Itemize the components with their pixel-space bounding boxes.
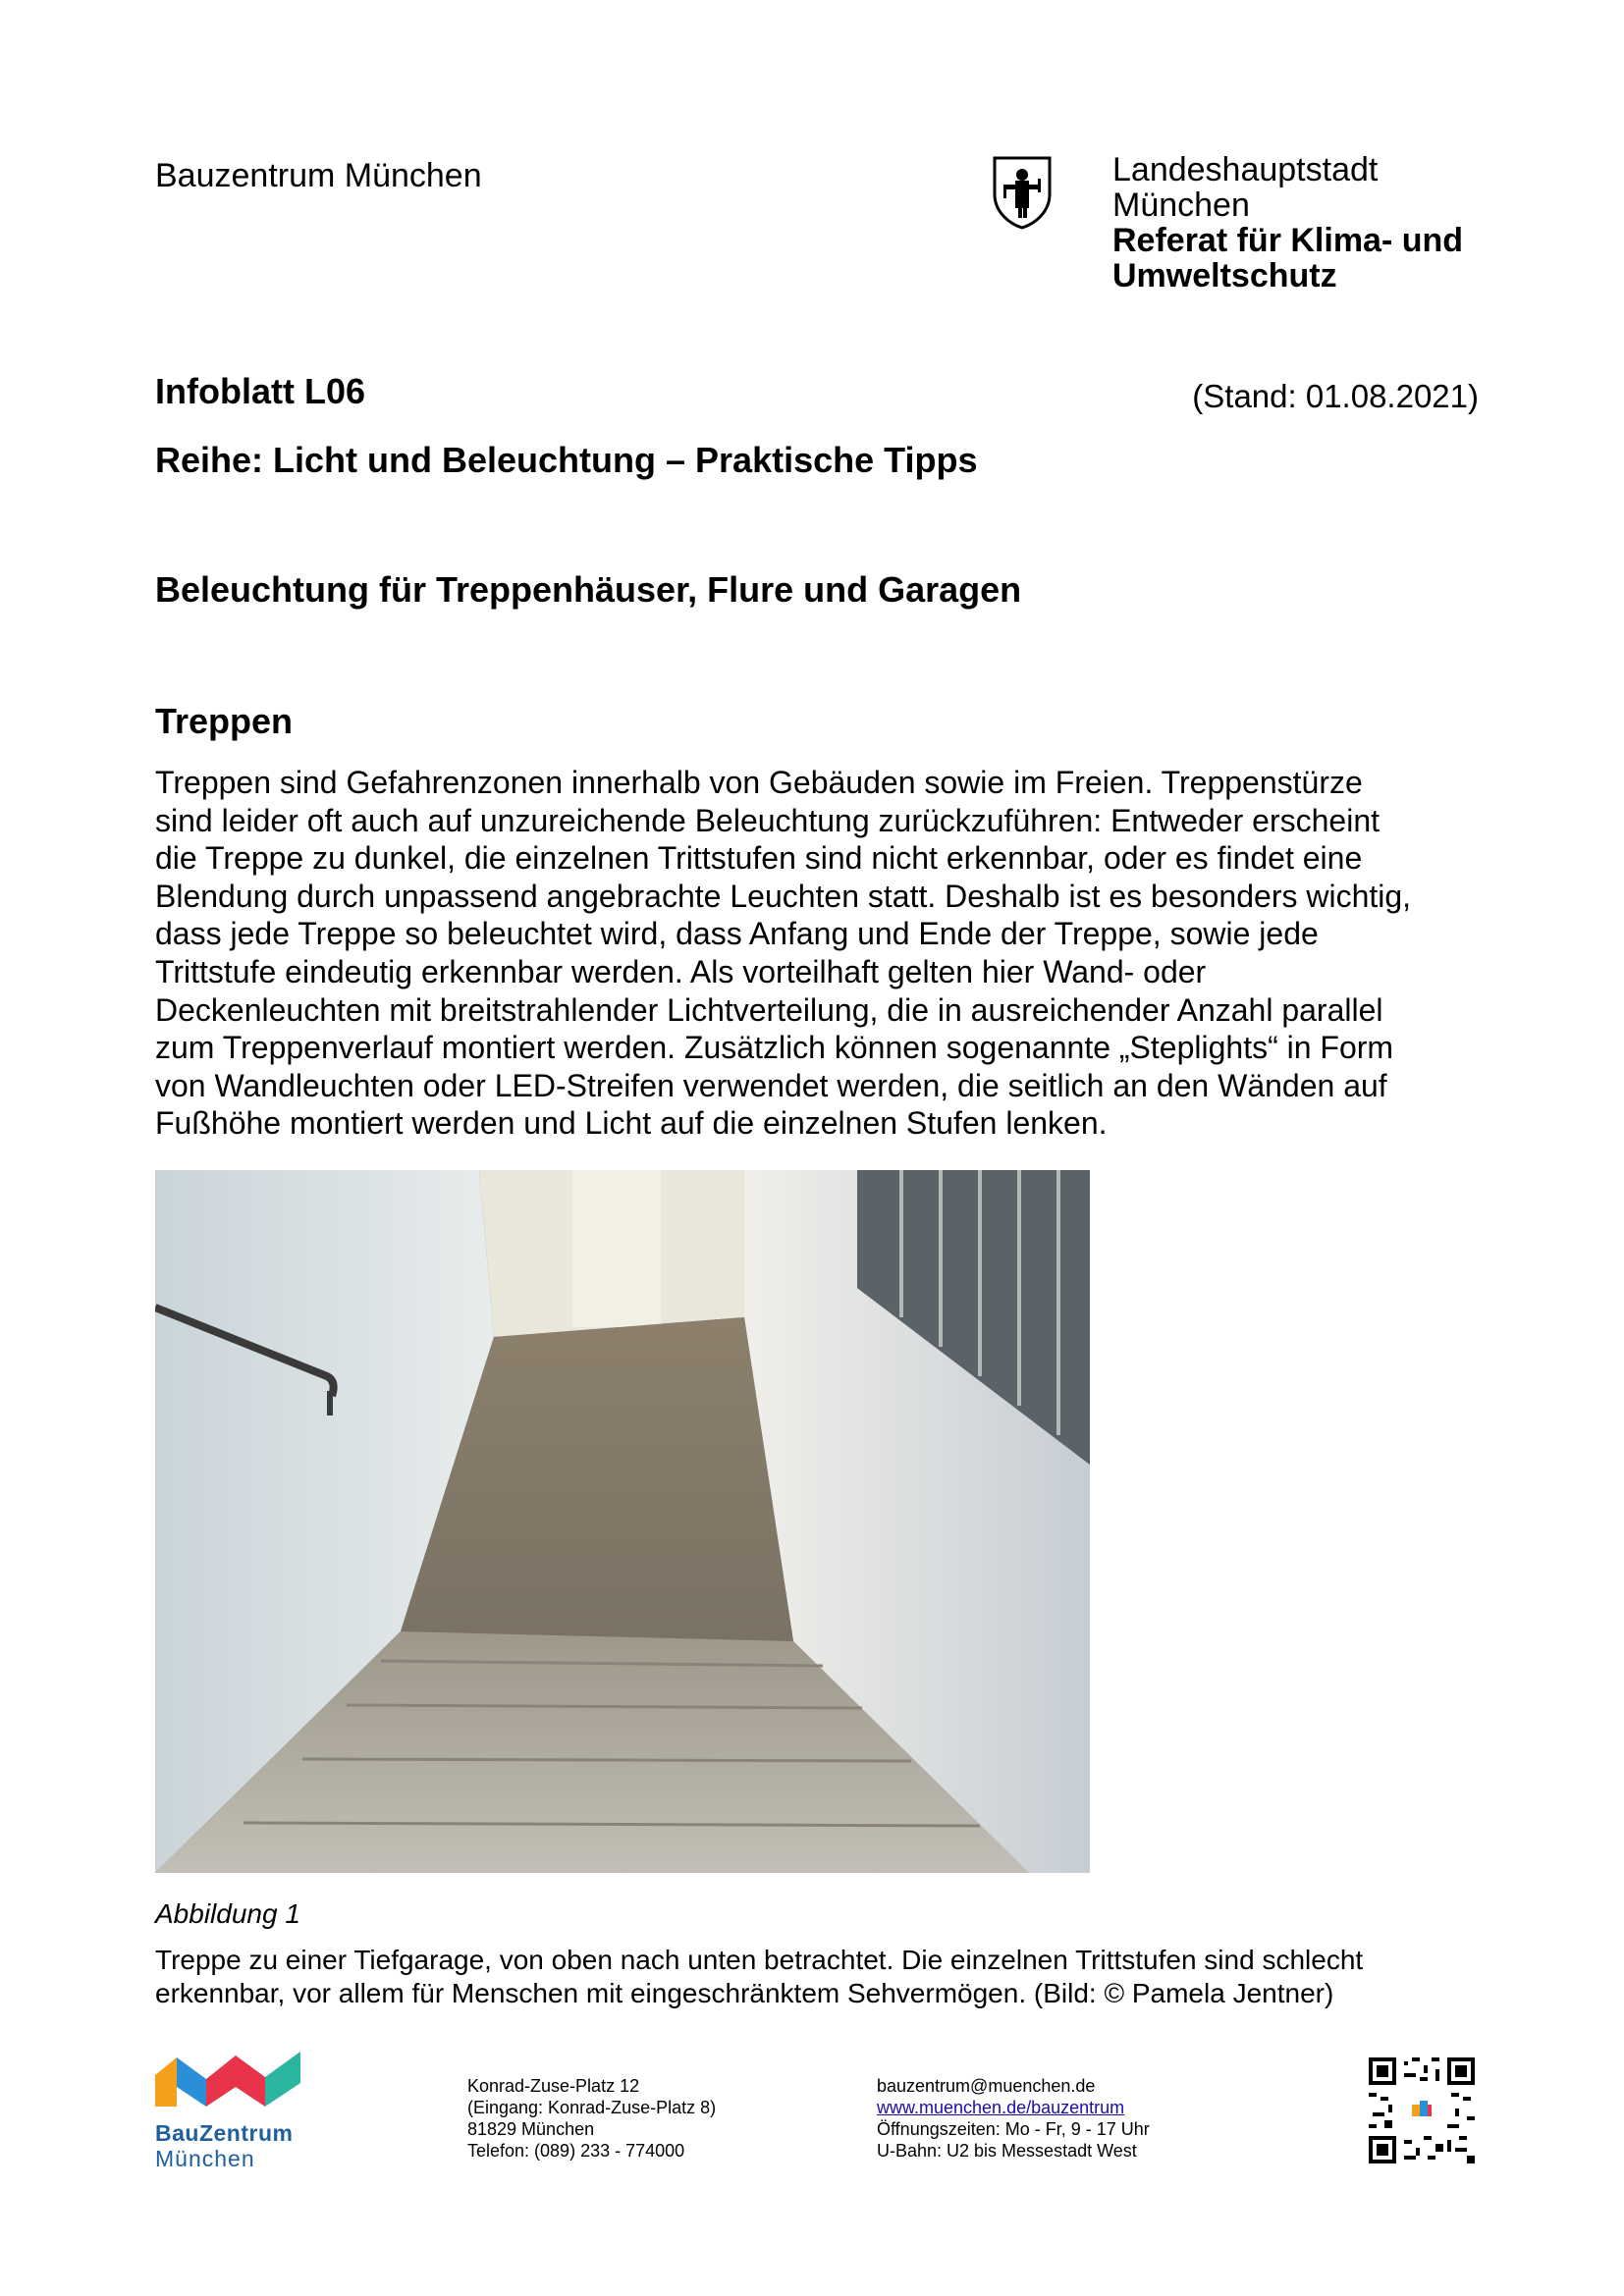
caption-line: Treppe zu einer Tiefgarage, von oben nach unten betrachtet. Die einzelnen Trittstufen sind schlecht: [155, 1945, 1364, 1975]
city-line-1: Landeshauptstadt: [1112, 151, 1379, 188]
address-line: (Eingang: Konrad-Zuse-Platz 8): [467, 2098, 717, 2117]
footer-address: [467, 2075, 716, 2162]
transit-info: U-Bahn: U2 bis Messestadt West: [877, 2141, 1137, 2161]
figure-label: Abbildung 1: [155, 1898, 300, 1929]
department-line-2: Umweltschutz: [1112, 257, 1337, 294]
website-link[interactable]: www.muenchen.de/bauzentrum: [877, 2098, 1125, 2117]
footer-contact: [877, 2075, 1150, 2162]
figure-caption: [155, 1944, 1363, 2010]
document-title: Beleuchtung für Treppenhäuser, Flure und Garagen: [155, 569, 1022, 610]
munich-coat-of-arms-icon: [992, 155, 1053, 230]
address-line: 81829 München: [467, 2119, 595, 2139]
paragraph-line: Deckenleuchten mit breitstrahlender Lichtverteilung, die in ausreichender Anzahl parallel: [155, 991, 1383, 1028]
series-title: Reihe: Licht und Beleuchtung – Praktische Tipps: [155, 440, 978, 480]
paragraph-line: Blendung durch unpassend angebrachte Leuchten statt. Deshalb ist es besonders wichtig,: [155, 878, 1412, 914]
paragraph-line: Fußhöhe montiert werden und Licht auf die einzelnen Stufen lenken.: [155, 1105, 1108, 1142]
address-line: Telefon: (089) 233 - 774000: [467, 2141, 685, 2161]
qr-code-icon[interactable]: [1369, 2057, 1475, 2163]
paragraph-line: Treppen sind Gefahrenzonen innerhalb von Gebäuden sowie im Freien. Treppenstürze: [155, 765, 1363, 800]
paragraph-line: zum Treppenverlauf montiert werden. Zusätzlich können sogenannte „Steplights“ in Form: [155, 1030, 1394, 1066]
opening-hours: Öffnungszeiten: Mo - Fr, 9 - 17 Uhr: [877, 2119, 1150, 2139]
city-line-2: München: [1112, 187, 1250, 224]
stand-date: (Stand: 01.08.2021): [1192, 378, 1479, 414]
body-paragraph: [155, 764, 1490, 1143]
caption-line: erkennbar, vor allem für Menschen mit eingeschränktem Sehvermögen. (Bild: © Pamela Jentner): [155, 1978, 1334, 2008]
footer-logo-name: BauZentrum: [155, 2120, 294, 2146]
address-line: Konrad-Zuse-Platz 12: [467, 2076, 640, 2096]
paragraph-line: dass jede Treppe so beleuchtet wird, dass Anfang und Ende der Treppe, sowie jede: [155, 916, 1319, 952]
paragraph-line: die Treppe zu dunkel, die einzelnen Trittstufen sind nicht erkennbar, oder es findet eine: [155, 840, 1363, 877]
stairwell-photo: [155, 1170, 1090, 1873]
contact-email[interactable]: bauzentrum@muenchen.de: [877, 2076, 1096, 2096]
footer-logo-city: München: [155, 2146, 255, 2171]
paragraph-line: von Wandleuchten oder LED-Streifen verwendet werden, die seitlich an den Wänden auf: [155, 1067, 1387, 1103]
infoblatt-id: Infoblatt L06: [155, 371, 365, 411]
organization-name: Bauzentrum München: [155, 157, 482, 194]
department-line-1: Referat für Klima- und: [1112, 222, 1464, 259]
section-heading: Treppen: [155, 701, 294, 741]
city-department-block: [1112, 152, 1463, 294]
paragraph-line: sind leider oft auch auf unzureichende Beleuchtung zurückzuführen: Entweder erscheint: [155, 802, 1380, 838]
paragraph-line: Trittstufe eindeutig erkennbar werden. Als vorteilhaft gelten hier Wand- oder: [155, 953, 1207, 989]
